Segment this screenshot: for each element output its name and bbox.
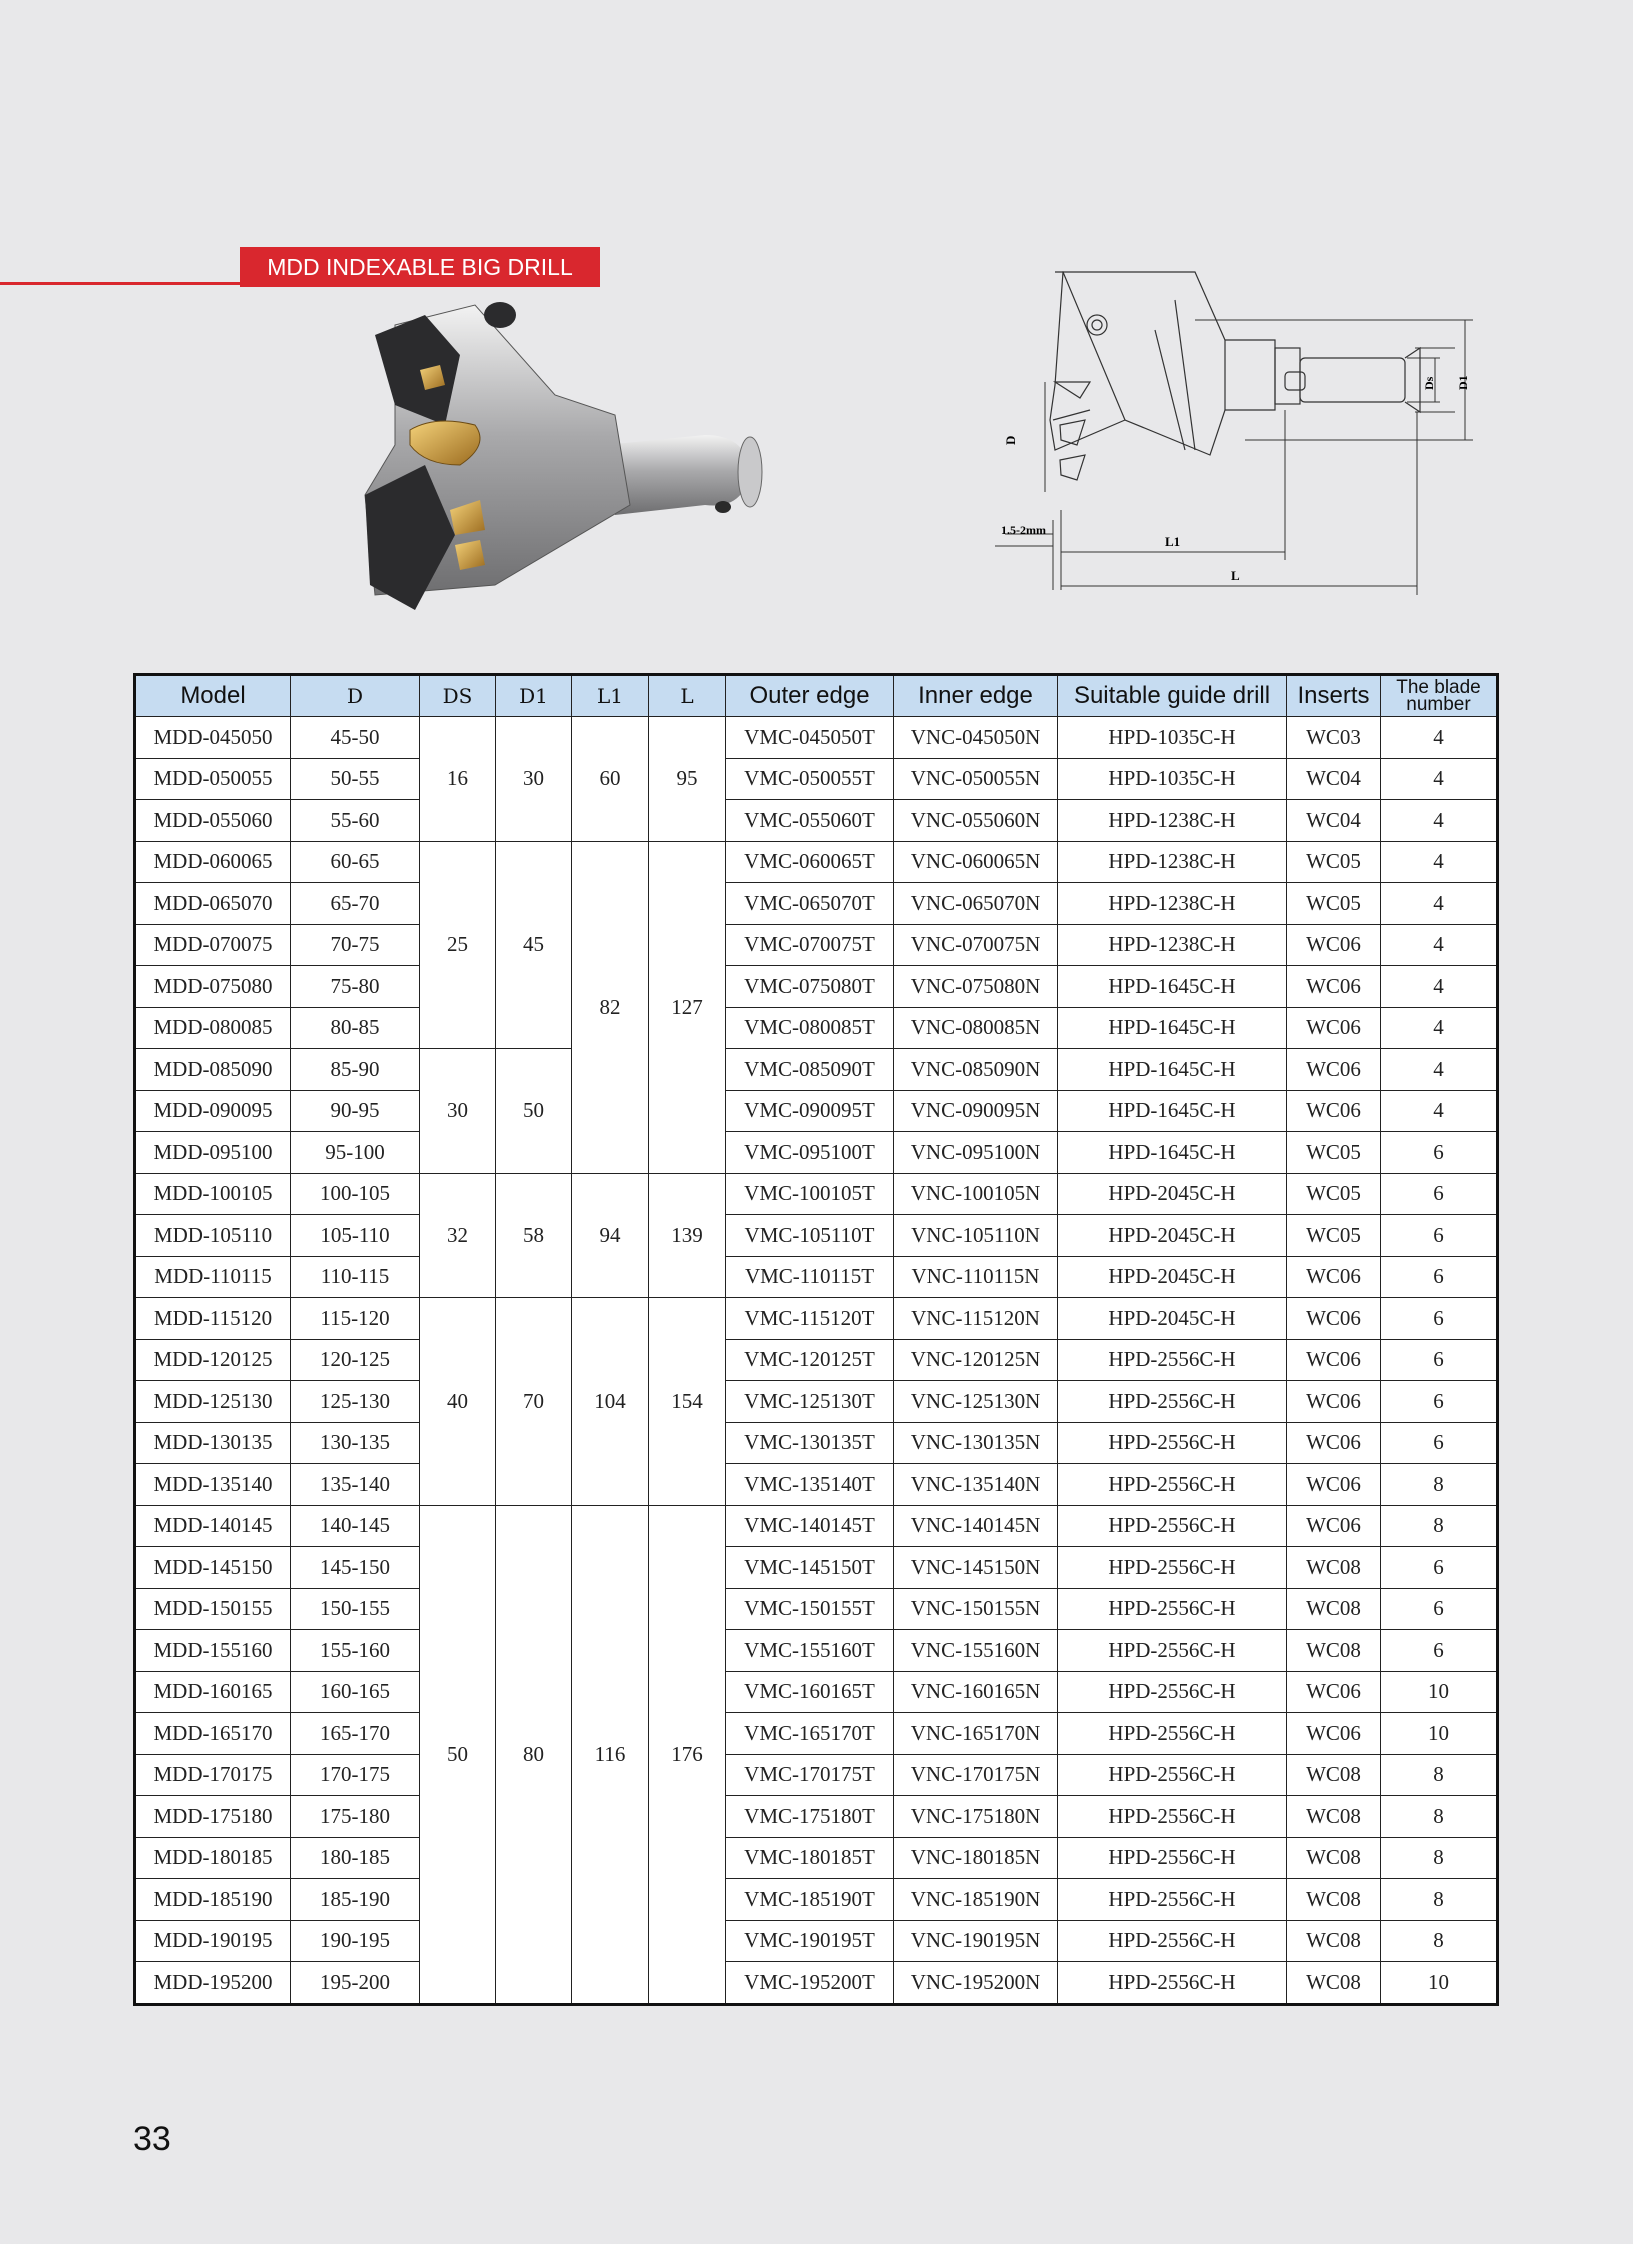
blade-number-cell: 4 — [1381, 841, 1498, 883]
inner-edge-cell: VNC-130135N — [894, 1422, 1058, 1464]
header-row — [135, 675, 1498, 717]
blade-number-cell: 6 — [1381, 1298, 1498, 1340]
d-range-cell: 115-120 — [291, 1298, 420, 1340]
spec-table-body — [135, 717, 1498, 2005]
guide-drill-cell: HPD-2556C-H — [1058, 1796, 1287, 1838]
guide-drill-cell: HPD-2556C-H — [1058, 1381, 1287, 1423]
header-d1: D1 — [496, 675, 572, 717]
d-range-cell: 105-110 — [291, 1215, 420, 1257]
table-row — [135, 1464, 1498, 1506]
blade-number-cell: 6 — [1381, 1588, 1498, 1630]
d-range-cell: 85-90 — [291, 1049, 420, 1091]
blade-number-cell: 4 — [1381, 924, 1498, 966]
table-row — [135, 841, 1498, 883]
l-cell: 127 — [649, 841, 726, 1173]
outer-edge-cell: VMC-085090T — [726, 1049, 894, 1091]
inner-edge-cell: VNC-060065N — [894, 841, 1058, 883]
inner-edge-cell: VNC-065070N — [894, 883, 1058, 925]
inner-edge-cell: VNC-160165N — [894, 1671, 1058, 1713]
inner-edge-cell: VNC-045050N — [894, 717, 1058, 759]
drawing-label-d: D — [1003, 435, 1018, 445]
inserts-cell: WC06 — [1287, 1339, 1381, 1381]
outer-edge-cell: VMC-155160T — [726, 1630, 894, 1672]
blade-number-cell: 6 — [1381, 1256, 1498, 1298]
inserts-cell: WC08 — [1287, 1920, 1381, 1962]
outer-edge-cell: VMC-185190T — [726, 1879, 894, 1921]
outer-edge-cell: VMC-145150T — [726, 1547, 894, 1589]
table-row — [135, 1630, 1498, 1672]
outer-edge-cell: VMC-140145T — [726, 1505, 894, 1547]
inner-edge-cell: VNC-190195N — [894, 1920, 1058, 1962]
d-range-cell: 50-55 — [291, 758, 420, 800]
section-title: MDD INDEXABLE BIG DRILL — [240, 247, 600, 287]
table-row — [135, 1796, 1498, 1838]
inserts-cell: WC06 — [1287, 1256, 1381, 1298]
table-row — [135, 1671, 1498, 1713]
table-row — [135, 1547, 1498, 1589]
model-cell: MDD-155160 — [135, 1630, 291, 1672]
drawing-label-l: L — [1231, 568, 1240, 583]
header-guide-drill: Suitable guide drill — [1058, 675, 1287, 717]
inner-edge-cell: VNC-135140N — [894, 1464, 1058, 1506]
inserts-cell: WC04 — [1287, 800, 1381, 842]
guide-drill-cell: HPD-2556C-H — [1058, 1339, 1287, 1381]
d-range-cell: 170-175 — [291, 1754, 420, 1796]
table-row — [135, 1173, 1498, 1215]
drawing-label-chamfer: 1.5-2mm — [1001, 523, 1046, 537]
ds-cell: 30 — [420, 1049, 496, 1174]
inner-edge-cell: VNC-070075N — [894, 924, 1058, 966]
header-inner-edge: Inner edge — [894, 675, 1058, 717]
inner-edge-cell: VNC-100105N — [894, 1173, 1058, 1215]
model-cell: MDD-095100 — [135, 1132, 291, 1174]
table-row — [135, 1298, 1498, 1340]
blade-number-cell: 6 — [1381, 1381, 1498, 1423]
inserts-cell: WC06 — [1287, 1505, 1381, 1547]
inner-edge-cell: VNC-110115N — [894, 1256, 1058, 1298]
table-row — [135, 1713, 1498, 1755]
blade-number-cell: 8 — [1381, 1920, 1498, 1962]
model-cell: MDD-140145 — [135, 1505, 291, 1547]
guide-drill-cell: HPD-1238C-H — [1058, 883, 1287, 925]
l1-cell: 104 — [572, 1298, 649, 1506]
header-model: Model — [135, 675, 291, 717]
inner-edge-cell: VNC-125130N — [894, 1381, 1058, 1423]
outer-edge-cell: VMC-070075T — [726, 924, 894, 966]
inner-edge-cell: VNC-050055N — [894, 758, 1058, 800]
inner-edge-cell: VNC-170175N — [894, 1754, 1058, 1796]
outer-edge-cell: VMC-110115T — [726, 1256, 894, 1298]
d-range-cell: 100-105 — [291, 1173, 420, 1215]
inserts-cell: WC08 — [1287, 1754, 1381, 1796]
inner-edge-cell: VNC-165170N — [894, 1713, 1058, 1755]
outer-edge-cell: VMC-060065T — [726, 841, 894, 883]
table-row — [135, 1920, 1498, 1962]
table-row — [135, 1339, 1498, 1381]
blade-number-cell: 6 — [1381, 1215, 1498, 1257]
table-row — [135, 758, 1498, 800]
d1-cell: 70 — [496, 1298, 572, 1506]
table-row — [135, 1007, 1498, 1049]
blade-number-cell: 10 — [1381, 1713, 1498, 1755]
d-range-cell: 75-80 — [291, 966, 420, 1008]
outer-edge-cell: VMC-150155T — [726, 1588, 894, 1630]
table-row — [135, 1422, 1498, 1464]
blade-number-cell: 8 — [1381, 1754, 1498, 1796]
d-range-cell: 190-195 — [291, 1920, 420, 1962]
model-cell: MDD-180185 — [135, 1837, 291, 1879]
technical-drawing — [995, 270, 1485, 600]
inner-edge-cell: VNC-175180N — [894, 1796, 1058, 1838]
inserts-cell: WC06 — [1287, 1464, 1381, 1506]
outer-edge-cell: VMC-075080T — [726, 966, 894, 1008]
l-cell: 95 — [649, 717, 726, 842]
blade-number-cell: 10 — [1381, 1671, 1498, 1713]
guide-drill-cell: HPD-1645C-H — [1058, 1090, 1287, 1132]
header-ds: DS — [420, 675, 496, 717]
model-cell: MDD-190195 — [135, 1920, 291, 1962]
inserts-cell: WC06 — [1287, 1049, 1381, 1091]
d-range-cell: 180-185 — [291, 1837, 420, 1879]
d-range-cell: 125-130 — [291, 1381, 420, 1423]
inner-edge-cell: VNC-195200N — [894, 1962, 1058, 2005]
inner-edge-cell: VNC-085090N — [894, 1049, 1058, 1091]
drawing-shank — [1300, 358, 1405, 402]
inserts-cell: WC08 — [1287, 1630, 1381, 1672]
outer-edge-cell: VMC-120125T — [726, 1339, 894, 1381]
inserts-cell: WC06 — [1287, 924, 1381, 966]
guide-drill-cell: HPD-2556C-H — [1058, 1505, 1287, 1547]
model-cell: MDD-085090 — [135, 1049, 291, 1091]
coolant-hole — [715, 501, 731, 513]
guide-drill-cell: HPD-2556C-H — [1058, 1422, 1287, 1464]
guide-drill-cell: HPD-2556C-H — [1058, 1879, 1287, 1921]
blade-number-cell: 6 — [1381, 1630, 1498, 1672]
ds-cell: 16 — [420, 717, 496, 842]
guide-drill-cell: HPD-2045C-H — [1058, 1256, 1287, 1298]
blade-number-cell: 6 — [1381, 1173, 1498, 1215]
guide-drill-cell: HPD-1238C-H — [1058, 924, 1287, 966]
d-range-cell: 65-70 — [291, 883, 420, 925]
guide-drill-cell: HPD-2045C-H — [1058, 1298, 1287, 1340]
header-l1: L1 — [572, 675, 649, 717]
blade-number-cell: 4 — [1381, 717, 1498, 759]
table-row — [135, 1049, 1498, 1091]
d-range-cell: 150-155 — [291, 1588, 420, 1630]
blade-number-cell: 6 — [1381, 1547, 1498, 1589]
d-range-cell: 140-145 — [291, 1505, 420, 1547]
d-range-cell: 165-170 — [291, 1713, 420, 1755]
model-cell: MDD-175180 — [135, 1796, 291, 1838]
model-cell: MDD-150155 — [135, 1588, 291, 1630]
model-cell: MDD-120125 — [135, 1339, 291, 1381]
l1-cell: 94 — [572, 1173, 649, 1298]
model-cell: MDD-060065 — [135, 841, 291, 883]
outer-edge-cell: VMC-055060T — [726, 800, 894, 842]
inner-edge-cell: VNC-120125N — [894, 1339, 1058, 1381]
model-cell: MDD-100105 — [135, 1173, 291, 1215]
table-row — [135, 717, 1498, 759]
blade-number-cell: 6 — [1381, 1422, 1498, 1464]
inserts-cell: WC05 — [1287, 1173, 1381, 1215]
d-range-cell: 175-180 — [291, 1796, 420, 1838]
inner-edge-cell: VNC-095100N — [894, 1132, 1058, 1174]
d-range-cell: 55-60 — [291, 800, 420, 842]
table-row — [135, 883, 1498, 925]
inserts-cell: WC06 — [1287, 1090, 1381, 1132]
model-cell: MDD-195200 — [135, 1962, 291, 2005]
d-range-cell: 45-50 — [291, 717, 420, 759]
model-cell: MDD-080085 — [135, 1007, 291, 1049]
inserts-cell: WC05 — [1287, 1215, 1381, 1257]
l1-cell: 116 — [572, 1505, 649, 2004]
outer-edge-cell: VMC-180185T — [726, 1837, 894, 1879]
header-l: L — [649, 675, 726, 717]
guide-drill-cell: HPD-2556C-H — [1058, 1588, 1287, 1630]
model-cell: MDD-045050 — [135, 717, 291, 759]
inserts-cell: WC04 — [1287, 758, 1381, 800]
d-range-cell: 130-135 — [291, 1422, 420, 1464]
inner-edge-cell: VNC-090095N — [894, 1090, 1058, 1132]
table-row — [135, 924, 1498, 966]
model-cell: MDD-160165 — [135, 1671, 291, 1713]
d-range-cell: 70-75 — [291, 924, 420, 966]
guide-drill-cell: HPD-2556C-H — [1058, 1713, 1287, 1755]
inserts-cell: WC03 — [1287, 717, 1381, 759]
blade-number-cell: 4 — [1381, 966, 1498, 1008]
d-range-cell: 195-200 — [291, 1962, 420, 2005]
table-row — [135, 1132, 1498, 1174]
model-cell: MDD-110115 — [135, 1256, 291, 1298]
guide-drill-cell: HPD-1238C-H — [1058, 841, 1287, 883]
table-row — [135, 1588, 1498, 1630]
outer-edge-cell: VMC-115120T — [726, 1298, 894, 1340]
d-range-cell: 120-125 — [291, 1339, 420, 1381]
d-range-cell: 185-190 — [291, 1879, 420, 1921]
inner-edge-cell: VNC-080085N — [894, 1007, 1058, 1049]
guide-drill-cell: HPD-2556C-H — [1058, 1754, 1287, 1796]
outer-edge-cell: VMC-130135T — [726, 1422, 894, 1464]
blade-number-cell: 4 — [1381, 758, 1498, 800]
ds-cell: 25 — [420, 841, 496, 1049]
inner-edge-cell: VNC-185190N — [894, 1879, 1058, 1921]
model-cell: MDD-115120 — [135, 1298, 291, 1340]
d-range-cell: 95-100 — [291, 1132, 420, 1174]
model-cell: MDD-130135 — [135, 1422, 291, 1464]
d-range-cell: 155-160 — [291, 1630, 420, 1672]
drawing-label-l1: L1 — [1165, 534, 1181, 549]
model-cell: MDD-135140 — [135, 1464, 291, 1506]
outer-edge-cell: VMC-160165T — [726, 1671, 894, 1713]
d1-cell: 50 — [496, 1049, 572, 1174]
model-cell: MDD-170175 — [135, 1754, 291, 1796]
model-cell: MDD-185190 — [135, 1879, 291, 1921]
model-cell: MDD-145150 — [135, 1547, 291, 1589]
l1-cell: 60 — [572, 717, 649, 842]
inserts-cell: WC06 — [1287, 1422, 1381, 1464]
table-row — [135, 1879, 1498, 1921]
table-row — [135, 1256, 1498, 1298]
guide-drill-cell: HPD-1035C-H — [1058, 758, 1287, 800]
model-cell: MDD-070075 — [135, 924, 291, 966]
outer-edge-cell: VMC-170175T — [726, 1754, 894, 1796]
inserts-cell: WC08 — [1287, 1588, 1381, 1630]
header-blade-number: The blade number — [1381, 675, 1498, 717]
inner-edge-cell: VNC-105110N — [894, 1215, 1058, 1257]
guide-drill-cell: HPD-1645C-H — [1058, 1049, 1287, 1091]
guide-drill-cell: HPD-2556C-H — [1058, 1671, 1287, 1713]
page-number: 33 — [133, 2120, 171, 2158]
table-row — [135, 1381, 1498, 1423]
d-range-cell: 60-65 — [291, 841, 420, 883]
outer-edge-cell: VMC-165170T — [726, 1713, 894, 1755]
blade-number-cell: 8 — [1381, 1505, 1498, 1547]
guide-drill-cell: HPD-1035C-H — [1058, 717, 1287, 759]
table-row — [135, 1215, 1498, 1257]
table-row — [135, 966, 1498, 1008]
inserts-cell: WC06 — [1287, 966, 1381, 1008]
inserts-cell: WC08 — [1287, 1547, 1381, 1589]
blade-number-cell: 4 — [1381, 800, 1498, 842]
model-cell: MDD-165170 — [135, 1713, 291, 1755]
d-range-cell: 110-115 — [291, 1256, 420, 1298]
guide-drill-cell: HPD-1645C-H — [1058, 1132, 1287, 1174]
inserts-cell: WC08 — [1287, 1879, 1381, 1921]
table-row — [135, 1962, 1498, 2005]
drawing-body-outline — [1063, 272, 1275, 455]
inner-edge-cell: VNC-150155N — [894, 1588, 1058, 1630]
table-row — [135, 1837, 1498, 1879]
header-inserts: Inserts — [1287, 675, 1381, 717]
outer-edge-cell: VMC-105110T — [726, 1215, 894, 1257]
d-range-cell: 80-85 — [291, 1007, 420, 1049]
model-cell: MDD-065070 — [135, 883, 291, 925]
model-cell: MDD-075080 — [135, 966, 291, 1008]
guide-drill-cell: HPD-2556C-H — [1058, 1630, 1287, 1672]
guide-drill-cell: HPD-2556C-H — [1058, 1837, 1287, 1879]
spec-table — [133, 673, 1499, 2006]
d-range-cell: 135-140 — [291, 1464, 420, 1506]
inner-edge-cell: VNC-155160N — [894, 1630, 1058, 1672]
inserts-cell: WC06 — [1287, 1007, 1381, 1049]
model-cell: MDD-105110 — [135, 1215, 291, 1257]
blade-number-cell: 6 — [1381, 1339, 1498, 1381]
blade-number-cell: 6 — [1381, 1132, 1498, 1174]
outer-edge-cell: VMC-065070T — [726, 883, 894, 925]
outer-edge-cell: VMC-095100T — [726, 1132, 894, 1174]
inserts-cell: WC05 — [1287, 883, 1381, 925]
blade-number-cell: 4 — [1381, 1007, 1498, 1049]
guide-drill-cell: HPD-1645C-H — [1058, 1007, 1287, 1049]
d1-cell: 80 — [496, 1505, 572, 2004]
outer-edge-cell: VMC-175180T — [726, 1796, 894, 1838]
outer-edge-cell: VMC-080085T — [726, 1007, 894, 1049]
blade-number-cell: 10 — [1381, 1962, 1498, 2005]
blade-number-cell: 8 — [1381, 1837, 1498, 1879]
l-cell: 154 — [649, 1298, 726, 1506]
inner-edge-cell: VNC-140145N — [894, 1505, 1058, 1547]
outer-edge-cell: VMC-135140T — [726, 1464, 894, 1506]
inserts-cell: WC05 — [1287, 1132, 1381, 1174]
ds-cell: 32 — [420, 1173, 496, 1298]
guide-drill-cell: HPD-2556C-H — [1058, 1547, 1287, 1589]
model-cell: MDD-050055 — [135, 758, 291, 800]
header-d: D — [291, 675, 420, 717]
outer-edge-cell: VMC-190195T — [726, 1920, 894, 1962]
d1-cell: 45 — [496, 841, 572, 1049]
inner-edge-cell: VNC-075080N — [894, 966, 1058, 1008]
inserts-cell: WC08 — [1287, 1962, 1381, 2005]
d1-cell: 58 — [496, 1173, 572, 1298]
guide-drill-cell: HPD-2556C-H — [1058, 1920, 1287, 1962]
drawing-label-d1: D1 — [1456, 375, 1470, 390]
d1-cell: 30 — [496, 717, 572, 842]
outer-edge-cell: VMC-195200T — [726, 1962, 894, 2005]
l-cell: 139 — [649, 1173, 726, 1298]
table-row — [135, 1090, 1498, 1132]
blade-number-cell: 4 — [1381, 883, 1498, 925]
blade-number-cell: 8 — [1381, 1464, 1498, 1506]
table-row — [135, 1505, 1498, 1547]
inner-edge-cell: VNC-115120N — [894, 1298, 1058, 1340]
ds-cell: 50 — [420, 1505, 496, 2004]
blade-number-cell: 4 — [1381, 1049, 1498, 1091]
guide-drill-cell: HPD-1238C-H — [1058, 800, 1287, 842]
table-row — [135, 800, 1498, 842]
guide-drill-cell: HPD-2045C-H — [1058, 1215, 1287, 1257]
outer-edge-cell: VMC-090095T — [726, 1090, 894, 1132]
guide-drill-cell: HPD-2556C-H — [1058, 1464, 1287, 1506]
table-row — [135, 1754, 1498, 1796]
outer-edge-cell: VMC-100105T — [726, 1173, 894, 1215]
inserts-cell: WC08 — [1287, 1837, 1381, 1879]
guide-drill-cell: HPD-2556C-H — [1058, 1962, 1287, 2005]
model-cell: MDD-055060 — [135, 800, 291, 842]
inner-edge-cell: VNC-145150N — [894, 1547, 1058, 1589]
inserts-cell: WC08 — [1287, 1796, 1381, 1838]
l1-cell: 82 — [572, 841, 649, 1173]
guide-drill-cell: HPD-2045C-H — [1058, 1173, 1287, 1215]
inserts-cell: WC06 — [1287, 1381, 1381, 1423]
d-range-cell: 145-150 — [291, 1547, 420, 1589]
blade-number-cell: 4 — [1381, 1090, 1498, 1132]
drawing-label-ds: Ds — [1422, 376, 1436, 390]
blade-number-cell: 8 — [1381, 1796, 1498, 1838]
model-cell: MDD-125130 — [135, 1381, 291, 1423]
ds-cell: 40 — [420, 1298, 496, 1506]
d-range-cell: 160-165 — [291, 1671, 420, 1713]
outer-edge-cell: VMC-045050T — [726, 717, 894, 759]
title-rule — [0, 282, 245, 285]
model-cell: MDD-090095 — [135, 1090, 291, 1132]
inserts-cell: WC06 — [1287, 1713, 1381, 1755]
header-outer-edge: Outer edge — [726, 675, 894, 717]
d-range-cell: 90-95 — [291, 1090, 420, 1132]
inserts-cell: WC06 — [1287, 1298, 1381, 1340]
outer-edge-cell: VMC-050055T — [726, 758, 894, 800]
blade-number-cell: 8 — [1381, 1879, 1498, 1921]
inner-edge-cell: VNC-055060N — [894, 800, 1058, 842]
outer-edge-cell: VMC-125130T — [726, 1381, 894, 1423]
inserts-cell: WC05 — [1287, 841, 1381, 883]
inserts-cell: WC06 — [1287, 1671, 1381, 1713]
l-cell: 176 — [649, 1505, 726, 2004]
inner-edge-cell: VNC-180185N — [894, 1837, 1058, 1879]
drill-photo — [355, 295, 805, 625]
guide-drill-cell: HPD-1645C-H — [1058, 966, 1287, 1008]
